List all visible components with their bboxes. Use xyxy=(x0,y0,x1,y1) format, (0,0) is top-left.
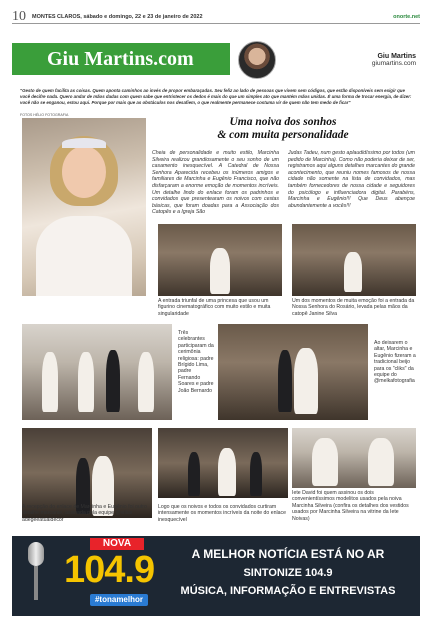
caption-party: Logo que os noivos e todos os convidados curtiram intensamente os momentos incríveis da noite do enlace inesquecível xyxy=(158,504,287,523)
photo-celebrants xyxy=(22,324,172,420)
site-link[interactable]: onorte.net xyxy=(393,14,420,20)
groom-figure xyxy=(278,350,292,412)
caption-altar-kiss: Ao deixarem o altar, Marcinha e Eugênio fizeram a tradicional beijo para os "cliks" da equipe do @melkafotografia xyxy=(374,340,416,385)
page-topbar xyxy=(12,9,420,24)
photo-party xyxy=(158,428,288,498)
photo-credit: FOTOS HÉLIO FOTOGRAFIA xyxy=(20,113,69,117)
radio-brand: NOVA xyxy=(90,538,144,550)
opening-quote: "Gesto de quem facilita as coisas. Quem aponta caminhos ao invés de propor embaraçadas. Seu feliz ao lado de pessoas que vivem sem códigos, que estão disponíveis sem exigir que você decifre nada. Quero andar de mãos dadas com quem sabe que entristecer os dedos é mais do que um simples ato que mantém mãos unidas. É uma forma de trocar energia, de dizer: você não se enganou, estou aqui. Porque por mais que as obstáculos nos desafiem, o que realmente permanece costuma vir de quem não tem medo de ficar" xyxy=(20,88,412,105)
radio-hashtag: #tonamelhor xyxy=(90,594,148,606)
photo-dresses xyxy=(292,428,416,488)
bride-dress xyxy=(36,216,132,296)
guest-figure xyxy=(250,452,262,496)
article-headline xyxy=(152,116,414,142)
author-block xyxy=(372,53,416,67)
ad-line-1: A MELHOR NOTÍCIA ESTÁ NO AR xyxy=(191,547,385,561)
ad-line-2: SINTONIZE 104.9 xyxy=(243,567,333,579)
author-handle[interactable]: giumartins.com xyxy=(371,60,416,67)
tiara-icon xyxy=(62,138,106,148)
caption-procession: Um dos momentos de muita emoção foi a entrada da Nossa Senhora do Rosário, levada pelas mãos da catopê Janine Silva xyxy=(292,298,415,317)
article-column-2: Judas Tadeu, num gesto aplaudidíssimo por todos (um pedido de Marcinha). Como não poderia deixar de ser, registramos aqui alguns detalhes marcantes do grande acontecimento, que reuniu nomes famosos de nossa cidade não somente na lista de convidados, mas também fornecedores de nossa cidade e seguidores do psicólogo e influenciadora digital. Parabéns, Marcinha e Eugênio!!! Que Deus abençoe abundantemente a vocês!!! xyxy=(288,150,415,209)
bride-face xyxy=(62,146,106,198)
headline-line-1: Uma noiva dos sonhos xyxy=(229,116,337,128)
ad-line-3: MÚSICA, INFORMAÇÃO E ENTREVISTAS xyxy=(180,585,396,597)
author-avatar xyxy=(238,41,276,79)
column-header xyxy=(12,43,420,81)
headline-line-2: & com muita personalidade xyxy=(217,129,349,141)
photo-altar-kiss xyxy=(218,324,368,420)
priest-1 xyxy=(42,352,58,412)
priest-3 xyxy=(138,352,154,412)
ad-slogan xyxy=(162,544,414,600)
dress-2 xyxy=(368,438,394,486)
dress-1 xyxy=(312,438,338,486)
dateline: MONTES CLAROS, sábado e domingo, 22 e 23 de janeiro de 2022 xyxy=(32,14,203,20)
procession-figure xyxy=(344,252,362,292)
bride-figure xyxy=(294,348,318,414)
caption-dresses: Iete David foi quem assinou os dois convenientíssimos modelitos usados pela noiva Marcinha Silveira (confira os detalhes dos vestidos usados por Marcinha Silveira na vitrine da Iete Noivas) xyxy=(292,490,409,522)
photo-bride-entrance xyxy=(158,224,282,296)
caption-reception: A recepção do enlace de Marcinha e Eugênio foi outro detalhe marcante, assinada pela equipe @villus adegeeatualdecor xyxy=(22,504,147,523)
radio-frequency: 104.9 xyxy=(64,549,155,591)
groom-figure xyxy=(106,350,120,412)
guest-figure xyxy=(188,452,200,496)
article-column-1: Cheia de personalidade e muito estilo, Marcinha Silveira realizou grandiosamente o seu sonho de um casamento inesquecível. A Catedral de Nossa Senhora Aparecida recebeu os inúmeros amigos e familiares de Marcinha e Eugênio Francisco, que não disfarçaram a enorme emoção de momentos incríveis. Um detalhe lindo do enlace foram os padrinhos e convidados que presentearam os noivos com cestas básicas, que foram doadas para a Associação dos Catopês e a Igreja São xyxy=(152,150,279,216)
author-name: Giu Martins xyxy=(377,53,416,60)
radio-logo xyxy=(64,538,160,614)
caption-bride-entrance: A entrada triunfal de uma princesa que usou um figurino cinematográfico com muito estilo e muita singularidade xyxy=(158,298,271,317)
photo-procession xyxy=(292,224,416,296)
bride-figure xyxy=(210,248,230,294)
bride-figure xyxy=(218,448,236,496)
page-number: 10 xyxy=(12,9,26,24)
column-title: Giu Martins.com xyxy=(12,43,230,75)
bride-portrait-photo xyxy=(22,118,146,296)
priest-2 xyxy=(78,352,94,412)
microphone-icon xyxy=(24,542,48,602)
radio-advertisement[interactable] xyxy=(12,536,420,616)
caption-celebrants: Três celebrantes participaram da cerimônia religiosa: padre Brígido Lima, padre Fernando Soares e padre João Bernardo xyxy=(178,330,214,394)
